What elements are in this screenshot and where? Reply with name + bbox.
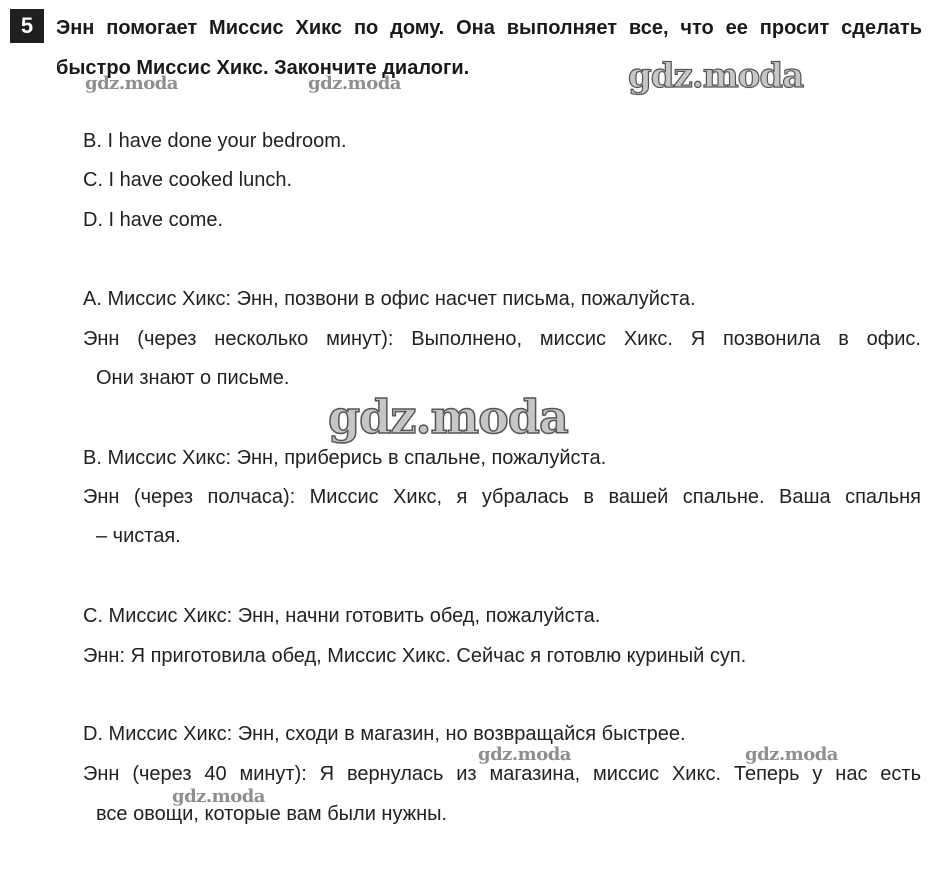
dialogue-c-prompt: C. Миссис Хикс: Энн, начни готовить обед, пожалуйста. (83, 605, 601, 627)
dialogue-c-reply: Энн: Я приготовила обед, Миссис Хикс. Сейчас я готовлю куриный суп. (83, 645, 747, 667)
watermark: gdz.moda (628, 56, 804, 96)
watermark: gdz.moda (328, 390, 568, 444)
watermark: gdz.moda (745, 744, 838, 765)
dialogue-b-prompt: B. Миссис Хикс: Энн, приберись в спальне, пожалуйста. (83, 447, 607, 469)
dialogue-b-reply: Энн (через полчаса): Миссис Хикс, я убралась в вашей спальне. Ваша спальня (83, 486, 921, 508)
dialogue-d-reply-continued: все овощи, которые вам были нужны. (96, 803, 448, 825)
option-c: C. I have cooked lunch. (83, 169, 293, 191)
dialogue-d-prompt: D. Миссис Хикс: Энн, сходи в магазин, но возвращайся быстрее. (83, 723, 686, 745)
dialogue-d-reply: Энн (через 40 минут): Я вернулась из магазина, миссис Хикс. Теперь у нас есть (83, 763, 921, 785)
dialogue-a-prompt: A. Миссис Хикс: Энн, позвони в офис насчет письма, пожалуйста. (83, 288, 696, 310)
dialogue-b-reply-continued: – чистая. (96, 525, 181, 547)
task-title: Энн помогает Миссис Хикс по дому. Она выполняет все, что ее просит сделать быстро Миссис Хикс. Закончите диалоги. (56, 17, 922, 79)
watermark: gdz.moda (308, 73, 401, 94)
option-b: B. I have done your bedroom. (83, 130, 347, 152)
option-d: D. I have come. (83, 209, 224, 231)
watermark: gdz.moda (172, 786, 265, 807)
dialogue-a-reply-continued: Они знают о письме. (96, 367, 290, 389)
task-number-badge: 5 (10, 9, 44, 43)
watermark: gdz.moda (85, 73, 178, 94)
dialogue-a-reply: Энн (через несколько минут): Выполнено, миссис Хикс. Я позвонила в офис. (83, 328, 921, 350)
watermark: gdz.moda (478, 744, 571, 765)
